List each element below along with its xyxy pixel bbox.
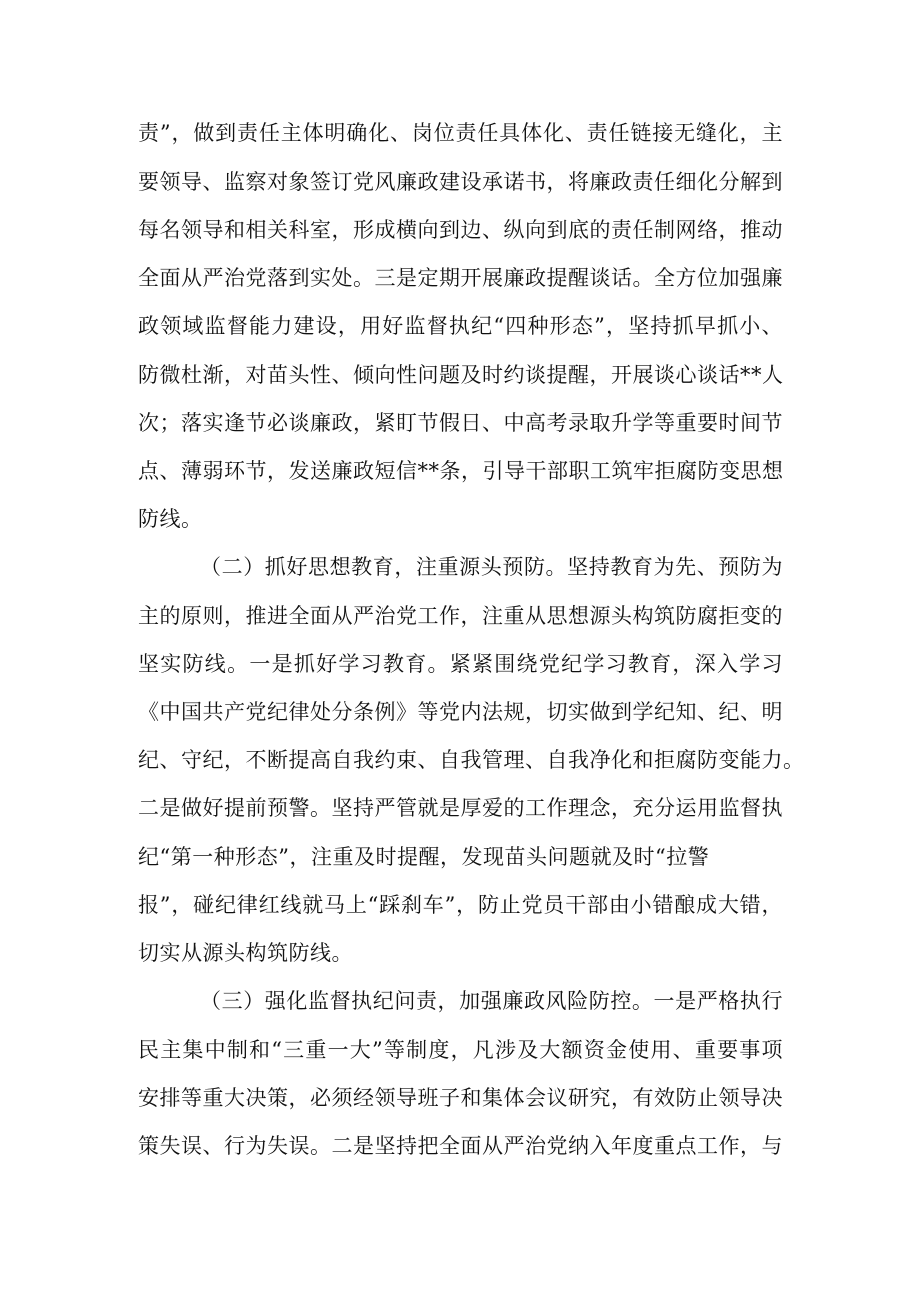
text-line: 全面从严治党落到实处。三是定期开展廉政提醒谈话。全方位加强廉 <box>138 266 783 290</box>
paragraph-heading-line: （三）强化监督执纪问责，加强廉政风险防控。一是严格执行 <box>200 989 783 1013</box>
text-line: 主的原则，推进全面从严治党工作，注重从思想源头构筑防腐拒变的 <box>138 604 783 628</box>
text-line: 每名领导和相关科室，形成横向到边、纵向到底的责任制网络，推动 <box>138 218 783 242</box>
text-line: 切实从源头构筑防线。 <box>138 941 353 965</box>
text-line: 政领域监督能力建设，用好监督执纪“四种形态”，坚持抓早抓小、 <box>138 314 783 338</box>
text-line: 民主集中制和“三重一大”等制度，凡涉及大额资金使用、重要事项 <box>138 1038 783 1062</box>
text-line: 安排等重大决策，必须经领导班子和集体会议研究，有效防止领导决 <box>138 1086 783 1110</box>
text-line: 点、薄弱环节，发送廉政短信**条，引导干部职工筑牢拒腐防变思想 <box>138 459 784 483</box>
text-line: 责”，做到责任主体明确化、岗位责任具体化、责任链接无缝化，主 <box>138 121 783 145</box>
text-line: 二是做好提前预警。坚持严管就是厚爱的工作理念，充分运用监督执 <box>138 796 783 820</box>
text-line: 策失误、行为失误。二是坚持把全面从严治党纳入年度重点工作，与 <box>138 1134 783 1158</box>
text-line: 次；落实逢节必谈廉政，紧盯节假日、中高考录取升学等重要时间节 <box>138 411 783 435</box>
paragraph-heading-line: （二）抓好思想教育，注重源头预防。坚持教育为先、预防为 <box>200 555 783 579</box>
text-line: 《中国共产党纪律处分条例》等党内法规，切实做到学纪知、纪、明 <box>138 700 783 724</box>
text-line: 防微杜渐，对苗头性、倾向性问题及时约谈提醒，开展谈心谈话**人 <box>138 363 784 387</box>
text-line: 纪、守纪，不断提高自我约束、自我管理、自我净化和拒腐防变能力。 <box>138 748 805 772</box>
text-line: 要领导、监察对象签订党风廉政建设承诺书，将廉政责任细化分解到 <box>138 170 783 194</box>
text-line: 纪“第一种形态”，注重及时提醒，发现苗头问题就及时“拉警 <box>138 845 710 869</box>
text-line: 坚实防线。一是抓好学习教育。紧紧围绕党纪学习教育，深入学习 <box>138 652 783 676</box>
text-line: 报”，碰纪律红线就马上“踩刹车”，防止党员干部由小错酿成大错， <box>138 893 783 917</box>
text-line: 防线。 <box>138 507 203 531</box>
